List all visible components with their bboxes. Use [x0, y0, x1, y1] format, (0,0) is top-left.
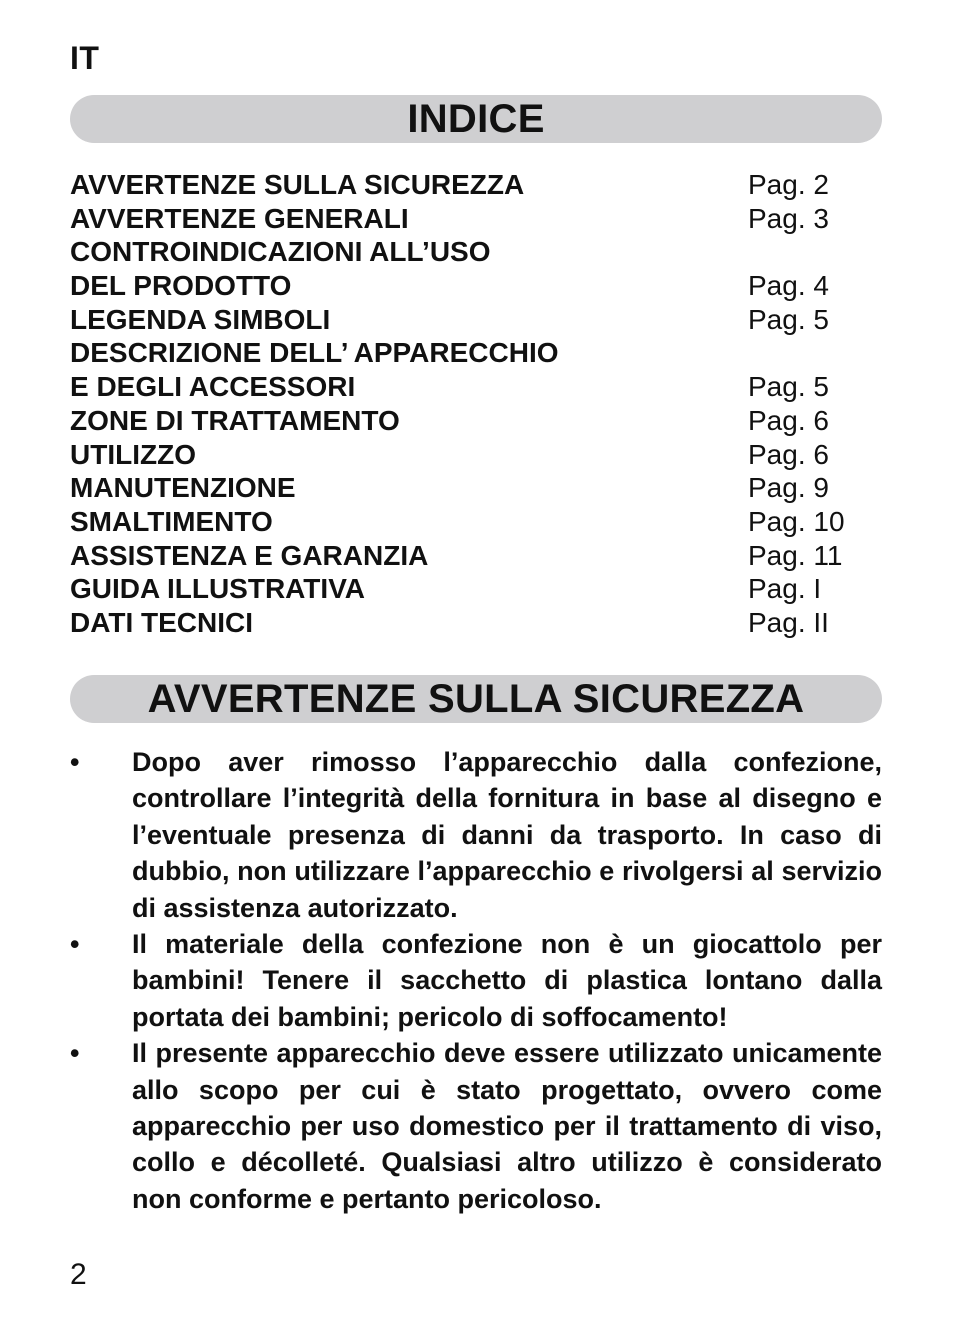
- safety-warnings-list: [70, 744, 882, 1217]
- toc-row[interactable]: [70, 269, 882, 303]
- toc-page: Pag. I: [748, 573, 822, 605]
- toc-page: Pag. 4: [748, 270, 829, 302]
- bullet-icon: •: [70, 929, 80, 960]
- toc-title: DEL PRODOTTO: [70, 270, 292, 302]
- index-heading-banner: [70, 95, 882, 143]
- list-item: [70, 926, 882, 1035]
- toc-row[interactable]: [70, 370, 882, 404]
- toc-title: CONTROINDICAZIONI ALL’USO: [70, 236, 491, 268]
- toc-row[interactable]: [70, 235, 882, 269]
- list-item: [70, 744, 882, 926]
- bullet-icon: •: [70, 747, 80, 777]
- toc-row[interactable]: [70, 438, 882, 472]
- toc-page: Pag. 11: [748, 539, 843, 571]
- toc-row[interactable]: [70, 303, 882, 337]
- toc-title: MANUTENZIONE: [70, 472, 296, 504]
- toc-row[interactable]: [70, 606, 882, 640]
- toc-row[interactable]: [70, 202, 882, 236]
- toc-title: LEGENDA SIMBOLI: [70, 303, 331, 335]
- toc-title: ZONE DI TRATTAMENTO: [70, 404, 400, 436]
- toc-title: AVVERTENZE GENERALI: [70, 202, 409, 234]
- index-heading: INDICE: [407, 96, 545, 141]
- toc-page: Pag. 6: [748, 438, 829, 470]
- toc-row[interactable]: [70, 168, 882, 202]
- toc-page: Pag. 6: [748, 404, 829, 436]
- toc-page: Pag. 10: [748, 505, 845, 537]
- toc-title: DESCRIZIONE DELL’ APPARECCHIO: [70, 337, 559, 369]
- table-of-contents: [70, 168, 882, 640]
- warning-text: Il presente apparecchio deve essere utilizzato unicamente allo scopo per cui è stato progettato, ovvero come apparecchio per uso domestico per il trattamento di viso, collo e décolleté. Qualsiasi altro utilizzo è considerato non conforme e pertanto pericoloso.: [132, 1038, 882, 1214]
- warning-text: Dopo aver rimosso l’apparecchio dalla confezione, controllare l’integrità della fornitura in base al disegno e l’eventuale presenza di danni da trasporto. In caso di dubbio, non utilizzare l’apparecchio e rivolgersi al servizio di assistenza autorizzato.: [132, 747, 882, 923]
- toc-row[interactable]: [70, 505, 882, 539]
- safety-heading-banner: [70, 675, 882, 723]
- toc-title: E DEGLI ACCESSORI: [70, 371, 356, 403]
- toc-title: ASSISTENZA E GARANZIA: [70, 539, 429, 571]
- warning-text: Il materiale della confezione non è un giocattolo per bambini! Tenere il sacchetto di plastica lontano dalla portata dei bambini; pericolo di soffocamento!: [132, 929, 882, 1032]
- bullet-icon: •: [70, 1038, 80, 1069]
- safety-heading: AVVERTENZE SULLA SICUREZZA: [147, 676, 805, 721]
- toc-title: DATI TECNICI: [70, 606, 254, 638]
- list-item: [70, 1035, 882, 1217]
- toc-row[interactable]: [70, 471, 882, 505]
- toc-page: Pag. 2: [748, 169, 829, 200]
- language-tag: IT: [70, 40, 100, 76]
- toc-row[interactable]: [70, 539, 882, 573]
- toc-page: Pag. 9: [748, 472, 829, 504]
- page-number: 2: [70, 1258, 87, 1291]
- toc-title: UTILIZZO: [70, 438, 196, 470]
- toc-page: Pag. II: [748, 606, 829, 638]
- toc-row[interactable]: [70, 404, 882, 438]
- toc-row[interactable]: [70, 336, 882, 370]
- toc-title: AVVERTENZE SULLA SICUREZZA: [70, 169, 525, 200]
- toc-title: SMALTIMENTO: [70, 505, 273, 537]
- toc-page: Pag. 5: [748, 371, 829, 403]
- toc-page: Pag. 5: [748, 303, 829, 335]
- toc-title: GUIDA ILLUSTRATIVA: [70, 573, 366, 605]
- toc-page: Pag. 3: [748, 202, 829, 234]
- toc-row[interactable]: [70, 572, 882, 606]
